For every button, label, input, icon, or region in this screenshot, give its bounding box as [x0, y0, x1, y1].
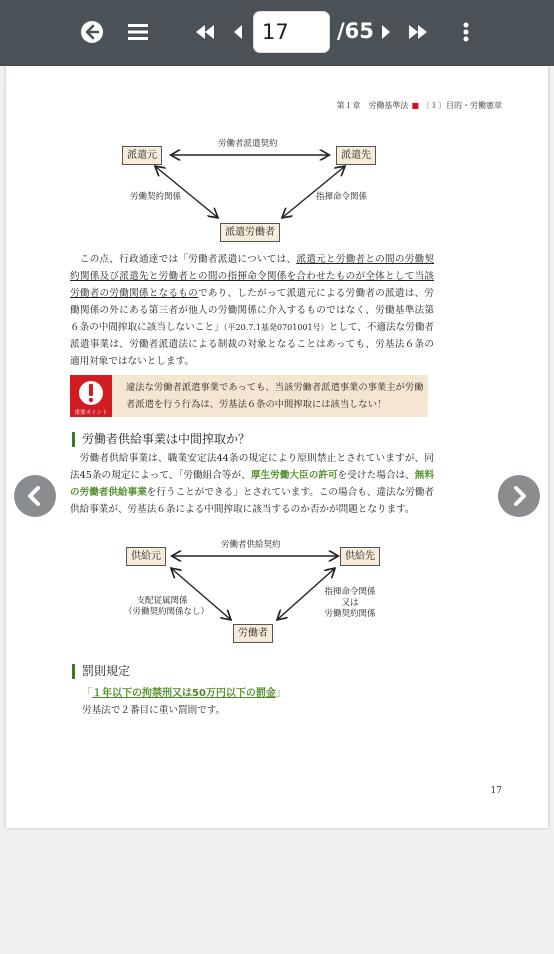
document-page [6, 66, 548, 828]
penalty-note: 労基法で２番目に重い罰則です。 [82, 705, 226, 716]
next-page-icon [380, 24, 392, 40]
supply-origin-box: 供給元 [126, 547, 166, 566]
worker-box: 労働者 [233, 624, 273, 643]
previous-page-arrow[interactable] [14, 475, 56, 517]
paragraph-dispatch: この点、行政通達では「労働者派遣については、派遣元と労働者との間の労働契約関係及び派遣先と労働者との間の指揮命令関係を合わせたものが全体として当該労働者の労働関係となるものであり、したがって派遣元による労働者の派遣は、労働関係の外にある第三者が他人の労働関係に介入するものではなく、労働基準法第６条の中間搾取に該当しないこと」（平20.7.1基発0701001号）として、不適法な労働者派遣事業は、労働者派遣法による制裁の対象となることはあっても、労基法６条の適用対象ではないとします。 [70, 254, 435, 367]
label-subordination: 支配従属関係 （労働契約関係なし） [124, 596, 210, 617]
last-page-icon [407, 24, 429, 40]
prev-page-icon [232, 24, 244, 40]
page-number-input[interactable]: 17 [253, 11, 330, 53]
first-page-icon [194, 24, 216, 40]
running-head: 第１章 労働基準法 ■ 〔１〕目的・労働憲章 [336, 101, 502, 110]
reader-toolbar [0, 0, 554, 66]
chevron-right-icon [509, 485, 529, 507]
chapter-label: 第１章 労働基準法 [336, 101, 409, 110]
back-button[interactable] [74, 14, 110, 50]
first-page-button[interactable] [187, 14, 223, 50]
dispatched-worker-box: 派遣労働者 [220, 223, 280, 242]
important-point-text: 違法な労働者派遣事業であっても、当該労働者派遣事業の事業主が労働者派遣を行う行為は、労基法６条の中間搾取には該当しない！ [126, 382, 424, 410]
prev-page-button[interactable] [220, 14, 256, 50]
page-number: 17 [490, 786, 502, 796]
next-page-button[interactable] [368, 14, 404, 50]
dispatch-destination-box: 派遣先 [336, 146, 376, 165]
total-pages: /65 [337, 19, 374, 43]
back-icon [79, 19, 105, 45]
label-dispatch-contract: 労働者派遣契約 [218, 139, 278, 149]
label-supply-contract: 労働者供給契約 [221, 540, 281, 550]
menu-icon [127, 22, 149, 42]
more-button[interactable] [448, 14, 484, 50]
supply-destination-box: 供給先 [340, 547, 380, 566]
dispatch-origin-box: 派遣元 [122, 146, 162, 165]
label-command-or-employment: 指揮命令関係 又は 労働契約関係 [324, 587, 376, 619]
more-icon [462, 22, 470, 42]
viewer-background [0, 830, 554, 954]
chevron-left-icon [25, 485, 45, 507]
penalty-text: 「１年以下の拘禁刑又は50万円以下の罰金」 [82, 688, 286, 699]
heading-labor-supply: 労働者供給事業は中間搾取か？ [72, 432, 250, 447]
next-page-arrow[interactable] [498, 475, 540, 517]
important-point-icon-label: 重要ポイント [74, 410, 108, 416]
heading-penalty: 罰則規定 [72, 664, 130, 679]
paragraph-labor-supply: 労働者供給事業は、職業安定法44条の規定により原則禁止とされていますが、同法45条の規定によって、「労働組合等が、厚生労働大臣の許可を受けた場合は、無料の労働者供給事業を行うことができる」とされています。この場合も、違法な労働者供給事業が、労基法６条による中間搾取に該当するのか否かが問題となります。 [70, 453, 435, 515]
label-employment-relation: 労働契約関係 [130, 192, 182, 202]
supply-diagram-arrows [6, 66, 548, 656]
section-label: 〔１〕目的・労働憲章 [422, 101, 502, 110]
label-command-relation: 指揮命令関係 [316, 192, 368, 202]
menu-button[interactable] [120, 14, 156, 50]
last-page-button[interactable] [400, 14, 436, 50]
